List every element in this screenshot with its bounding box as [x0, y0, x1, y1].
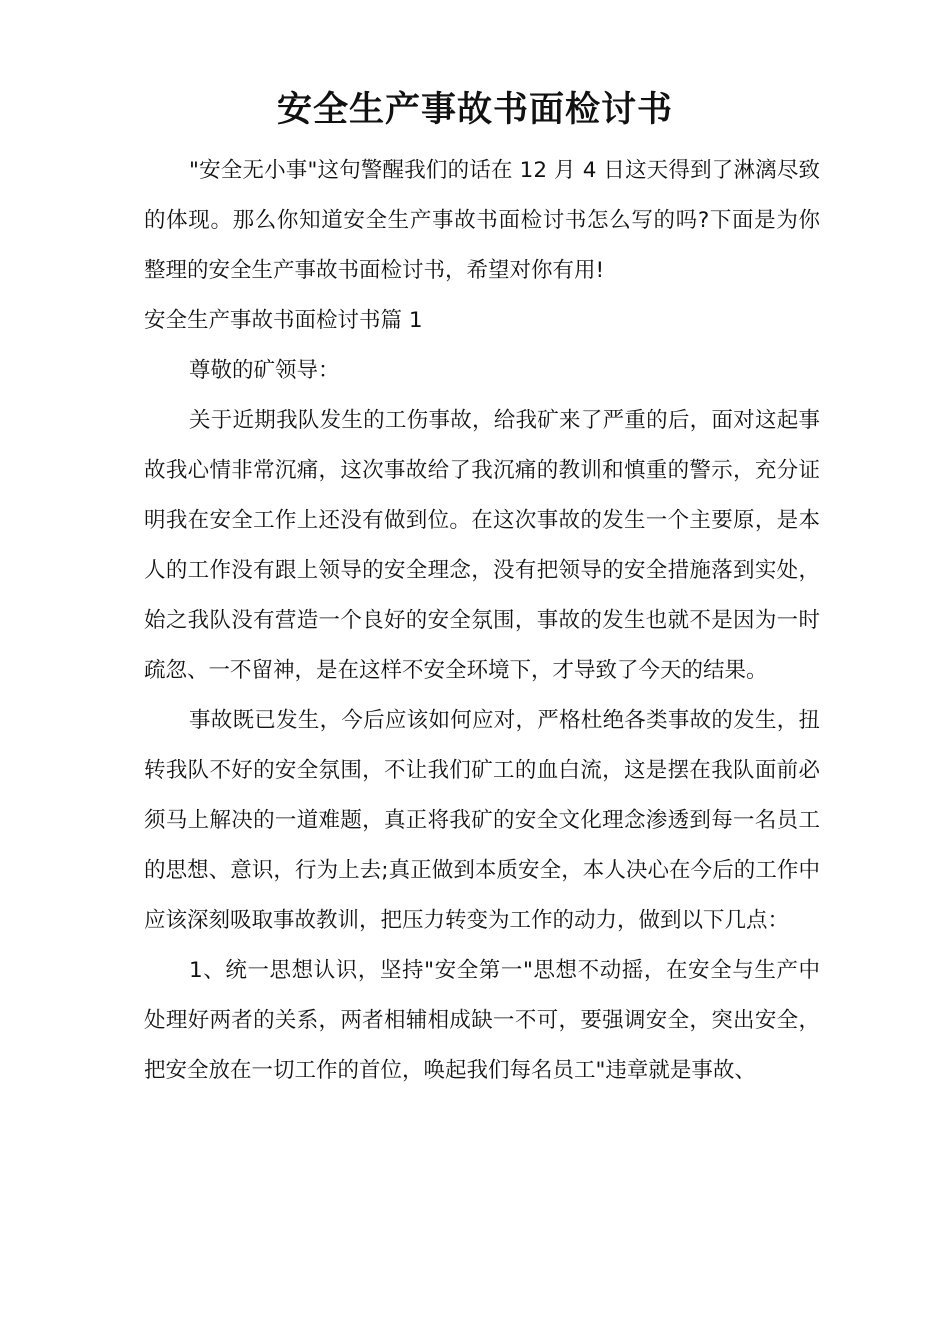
document-title: 安全生产事故书面检讨书: [276, 90, 673, 130]
document-body: [144, 146, 820, 1096]
body-paragraph-2: 事故既已发生，今后应该如何应对，严格杜绝各类事故的发生，扭转我队不好的安全氛围，不让我们矿工的血白流，这是摆在我队面前必须马上解决的一道难题，真正将我矿的安全文化理念渗透到每一名员工的思想、意识，行为上去;真正做到本质安全，本人决心在今后的工作中应该深刻吸取事故教训，把压力转变为工作的动力，做到以下几点：: [144, 708, 820, 933]
body-paragraph-1: 关于近期我队发生的工伤事故，给我矿来了严重的后，面对这起事故我心情非常沉痛，这次事故给了我沉痛的教训和慎重的警示，充分证明我在安全工作上还没有做到位。在这次事故的发生一个主要原，是本人的工作没有跟上领导的安全理念，没有把领导的安全措施落到实处，始之我队没有营造一个良好的安全氛围，事故的发生也就不是因为一时疏忽、一不留神，是在这样不安全环境下，才导致了今天的结果。: [144, 408, 820, 683]
section-heading: 安全生产事故书面检讨书篇 1: [144, 308, 423, 333]
salutation: 尊敬的矿领导：: [189, 358, 340, 383]
intro-paragraph: "安全无小事"这句警醒我们的话在 12 月 4 日这天得到了淋漓尽致的体现。那么你知道安全生产事故书面检讨书怎么写的吗?下面是为你整理的安全生产事故书面检讨书，希望对你有用!: [144, 158, 820, 283]
body-paragraph-3: 1、统一思想认识，坚持"安全第一"思想不动摇，在安全与生产中处理好两者的关系，两者相辅相成缺一不可，要强调安全，突出安全，把安全放在一切工作的首位，唤起我们每名员工"违章就是事故、: [144, 958, 820, 1083]
